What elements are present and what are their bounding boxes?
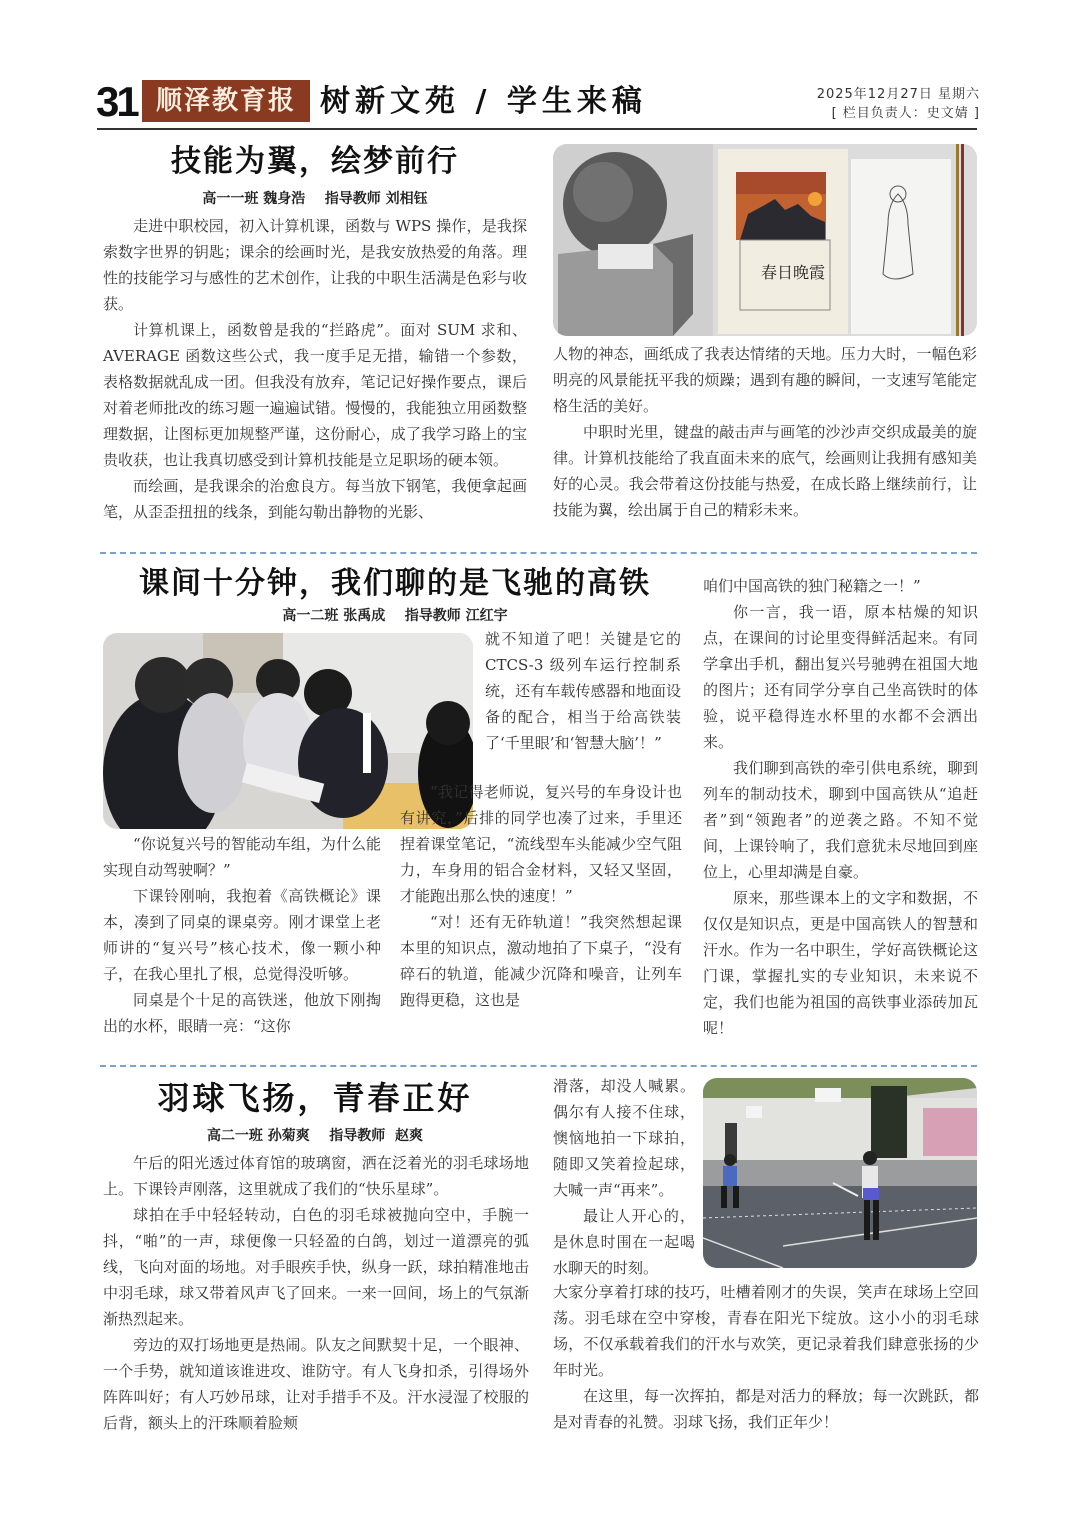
paragraph: “我记得老师说，复兴号的车身设计也有讲究，”后排的同学也凑了过来，手里还捏着课堂笔记，“流线型车头能减少空气阻力，车身用的铝合金材料，又轻又坚固，才能跑出那么快的速度！” [400,783,682,905]
paragraph: 就不知道了吧！关键是它的 CTCS-3 级列车运行控制系统，还有车载传感器和地面设备的配合，相当于给高铁装了‘千里眼’和‘智慧大脑’！” [485,630,681,752]
article3-bottom-column [553,1279,979,1435]
paragraph: 最让人开心的，是休息时围在一起喝水聊天的时刻。 [553,1207,695,1277]
section-title: 树新文苑 / 学生来稿 [320,84,647,119]
article1-left-column [103,213,527,525]
paragraph: “你说复兴号的智能动车组，为什么能实现自动驾驶啊？” [103,835,381,879]
paragraph: 走进中职校园，初入计算机课，函数与 WPS 操作，是我探索数字世界的钥匙；课余的绘画时光，是我安放热爱的角落。理性的技能学习与感性的艺术创作，让我的中职生活满是色彩与收获。 [103,217,527,313]
paragraph: 原来，那些课本上的文字和数据，不仅仅是知识点，更是中国高铁人的智慧和汗水。作为一名中职生，学好高铁概论这门课，掌握扎实的专业知识，未来说不定，我们也能为祖国的高铁事业添砖加瓦呢！ [703,889,978,1037]
paragraph: 午后的阳光透过体育馆的玻璃窗，洒在泛着光的羽毛球场地上。下课铃声刚落，这里就成了我们的“快乐星球”。 [103,1154,529,1198]
article3-title: 羽球飞扬，青春正好 [157,1079,473,1117]
paragraph: 而绘画，是我课余的治愈良方。每当放下钢笔，我便拿起画笔，从歪歪扭扭的线条，到能勾勒出静物的光影、 [103,477,527,521]
article2-column-3 [703,573,978,1041]
paragraph: 你一言，我一语，原本枯燥的知识点，在课间的讨论里变得鲜活起来。有同学拿出手机，翻出复兴号驰骋在祖国大地的图片；还有同学分享自己坐高铁时的体验，说平稳得连水杯里的水都不会洒出来。 [703,603,978,751]
article1-photo-artworks [553,144,977,336]
column-editor: [ 栏目负责人：史文婧 ] [831,106,980,121]
painting-caption: 春日晚霞 [761,263,826,282]
paragraph: 大家分享着打球的技巧，吐槽着刚才的失误，笑声在球场上空回荡。羽毛球在空中穿梭，青春在阳光下绽放。这小小的羽毛球场，不仅承载着我们的汗水与欢笑，更记录着我们肆意张扬的少年时光。 [553,1283,979,1379]
article3-narrow-column [553,1073,695,1281]
paragraph: “对！还有无砟轨道！”我突然想起课本里的知识点，激动地拍了下桌子，“没有碎石的轨道，能减少沉降和噪音，让列车跑得更稳，这也是 [400,913,682,1009]
article3-photo-badminton [703,1078,977,1268]
paragraph: 在这里，每一次挥拍，都是对活力的释放；每一次跳跃，都是对青春的礼赞。羽球飞扬，我们正年少！ [553,1387,979,1431]
article3-byline: 高二一班 孙菊爽 指导教师 赵爽 [206,1128,424,1144]
newspaper-brand-logo: 顺泽教育报 [142,80,310,122]
article1-right-column [553,341,977,523]
page-number: 31 [96,78,137,125]
article2-title: 课间十分钟，我们聊的是飞驰的高铁 [139,566,651,601]
article2-column-1 [103,831,381,1039]
paragraph: 人物的神态，画纸成了我表达情绪的天地。压力大时，一幅色彩明亮的风景能抚平我的烦躁；遇到有趣的瞬间，一支速写笔能定格生活的美好。 [553,345,977,415]
paragraph: 旁边的双打场地更是热闹。队友之间默契十足，一个眼神、一个手势，就知道该谁进攻、谁防守。有人飞身扣杀，引得场外阵阵叫好；有人巧妙吊球，让对手措手不及。汗水浸湿了校服的后背，额头上的汗珠顺着脸颊 [103,1336,529,1432]
paragraph: 我们聊到高铁的牵引供电系统，聊到列车的制动技术，聊到中国高铁从“追赶者”到“领跑者”的逆袭之路。不知不觉间，上课铃响了，我们意犹未尽地回到座位上，心里却满是自豪。 [703,759,978,881]
article1-byline: 高一一班 魏身浩 指导教师 刘相钰 [202,191,428,207]
artwork-display-illustration [553,144,977,336]
article2-column-2-bottom [400,779,682,1013]
section-divider [100,552,977,554]
paragraph: 滑落，却没人喊累。偶尔有人接不住球，懊恼地拍一下球拍，随即又笑着捡起球，大喊一声“再来”。 [553,1077,695,1199]
header-rule [97,128,977,130]
paragraph: 咱们中国高铁的独门秘籍之一！” [703,577,921,595]
article2-column-2-top [485,626,681,756]
issue-date: 2025年12月27日 星期六 [816,87,980,102]
paragraph: 中职时光里，键盘的敲击声与画笔的沙沙声交织成最美的旋律。计算机技能给了我直面未来的底气，绘画则让我拥有感知美好的心灵。我会带着这份技能与热爱，在成长路上继续前行，让技能为翼，绘出属于自己的精彩未来。 [553,423,977,519]
article3-left-column [103,1150,529,1436]
paragraph: 计算机课上，函数曾是我的“拦路虎”。面对 SUM 求和、AVERAGE 函数这些公式，我一度手足无措，输错一个参数，表格数据就乱成一团。但我没有放弃，笔记记好操作要点，课后对着老师批改的练习题一遍遍试错。慢慢的，我能独立用函数整理数据，让图标更加规整严谨，这份耐心，成了我学习路上的宝贵收获，也让我真切感受到计算机技能是立足职场的硬本领。 [103,321,527,469]
paragraph: 同桌是个十足的高铁迷，他放下刚掏出的水杯，眼睛一亮：“这你 [103,991,381,1035]
paragraph: 球拍在手中轻轻转动，白色的羽毛球被抛向空中，手腕一抖，“啪”的一声，球便像一只轻盈的白鸽，划过一道漂亮的弧线，飞向对面的场地。对手眼疾手快，纵身一跃，球拍精准地击中羽毛球，球又带着风声飞了回来。一来一回间，场上的气氛渐渐热烈起来。 [103,1206,529,1328]
article1-title: 技能为翼，绘梦前行 [171,144,459,179]
badminton-court-illustration [703,1078,977,1268]
article2-byline: 高一二班 张禹成 指导教师 江红宇 [282,608,508,624]
section-divider [100,1065,977,1067]
paragraph: 下课铃刚响，我抱着《高铁概论》课本，凑到了同桌的课桌旁。刚才课堂上老师讲的“复兴号”核心技术，像一颗小种子，在我心里扎了根，总觉得没听够。 [103,887,381,983]
